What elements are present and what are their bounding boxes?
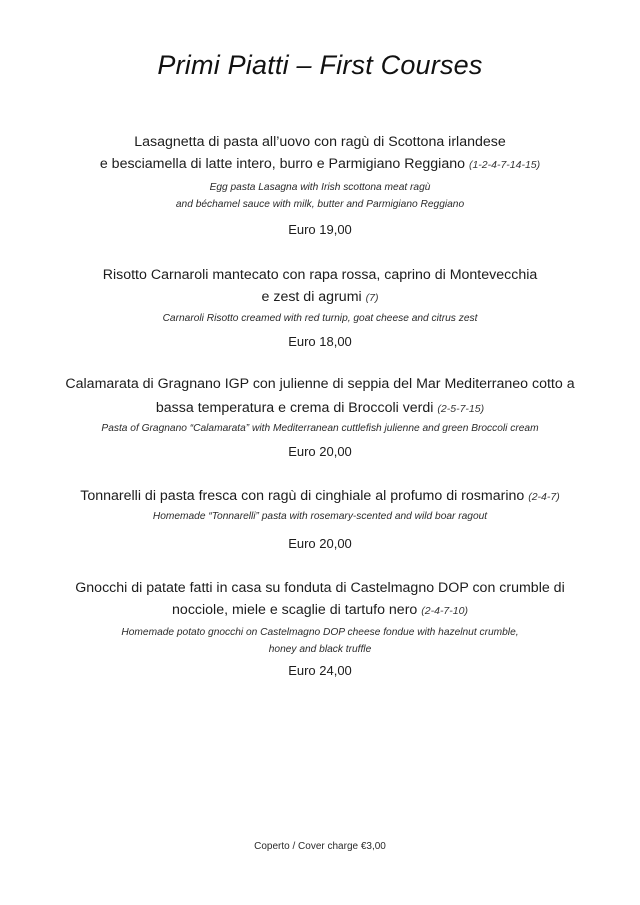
dish-translation-line: honey and black truffle bbox=[268, 644, 372, 655]
dish-tonnarelli bbox=[0, 485, 640, 553]
dish-name-line bbox=[0, 153, 640, 176]
dish-lasagnetta bbox=[0, 131, 640, 239]
dish-name-text: Tonnarelli di pasta fresca con ragù di cinghiale al profumo di rosmarino bbox=[80, 488, 525, 504]
dish-price: Euro 18,00 bbox=[288, 334, 352, 349]
allergen-codes: (2-4-7) bbox=[528, 491, 560, 503]
dish-translation-line: and béchamel sauce with milk, butter and Parmigiano Reggiano bbox=[175, 199, 465, 210]
dish-name-text: e zest di agrumi bbox=[261, 289, 362, 305]
dish-name-line bbox=[0, 599, 640, 622]
dish-risotto bbox=[0, 264, 640, 351]
dish-translation-line: Homemade potato gnocchi on Castelmagno DOP cheese fondue with hazelnut crumble, bbox=[121, 627, 519, 638]
cover-charge-note: Coperto / Cover charge €3,00 bbox=[254, 841, 386, 852]
dish-price: Euro 20,00 bbox=[288, 536, 352, 551]
dish-translation-line: Pasta of Gragnano “Calamarata” with Mediterranean cuttlefish julienne and green Broccoli cream bbox=[101, 423, 539, 434]
dish-price: Euro 24,00 bbox=[288, 663, 352, 678]
allergen-codes: (2-5-7-15) bbox=[437, 403, 485, 415]
dish-name-line: Risotto Carnaroli mantecato con rapa rossa, caprino di Montevecchia bbox=[102, 267, 538, 283]
dish-calamarata bbox=[0, 373, 640, 461]
dish-name-line: Lasagnetta di pasta all’uovo con ragù di Scottona irlandese bbox=[134, 134, 506, 150]
dish-gnocchi bbox=[0, 577, 640, 680]
dish-name-text: e besciamella di latte intero, burro e Parmigiano Reggiano bbox=[99, 156, 465, 172]
allergen-codes: (1-2-4-7-14-15) bbox=[468, 159, 541, 171]
dish-translation-line: Egg pasta Lasagna with Irish scottona meat ragù bbox=[209, 182, 431, 193]
dish-name-line: Gnocchi di patate fatti in casa su fonduta di Castelmagno DOP con crumble di bbox=[75, 580, 565, 596]
page-title: Primi Piatti – First Courses bbox=[157, 50, 483, 80]
dish-name-line bbox=[0, 286, 640, 309]
allergen-codes: (7) bbox=[365, 292, 379, 304]
dish-price: Euro 19,00 bbox=[288, 222, 352, 237]
dish-name-line: Calamarata di Gragnano IGP con julienne di seppia del Mar Mediterraneo cotto a bbox=[65, 376, 575, 392]
dish-name-text: bassa temperatura e crema di Broccoli verdi bbox=[155, 400, 434, 416]
dish-translation-line: Carnaroli Risotto creamed with red turnip, goat cheese and citrus zest bbox=[162, 313, 478, 324]
dish-translation-line: Homemade “Tonnarelli” pasta with rosemary-scented and wild boar ragout bbox=[152, 511, 488, 522]
allergen-codes: (2-4-7-10) bbox=[421, 605, 468, 617]
dish-name-line bbox=[0, 485, 640, 508]
dish-price: Euro 20,00 bbox=[288, 444, 352, 459]
dish-name-line bbox=[0, 397, 640, 420]
dish-name-text: nocciole, miele e scaglie di tartufo nero bbox=[172, 602, 418, 618]
